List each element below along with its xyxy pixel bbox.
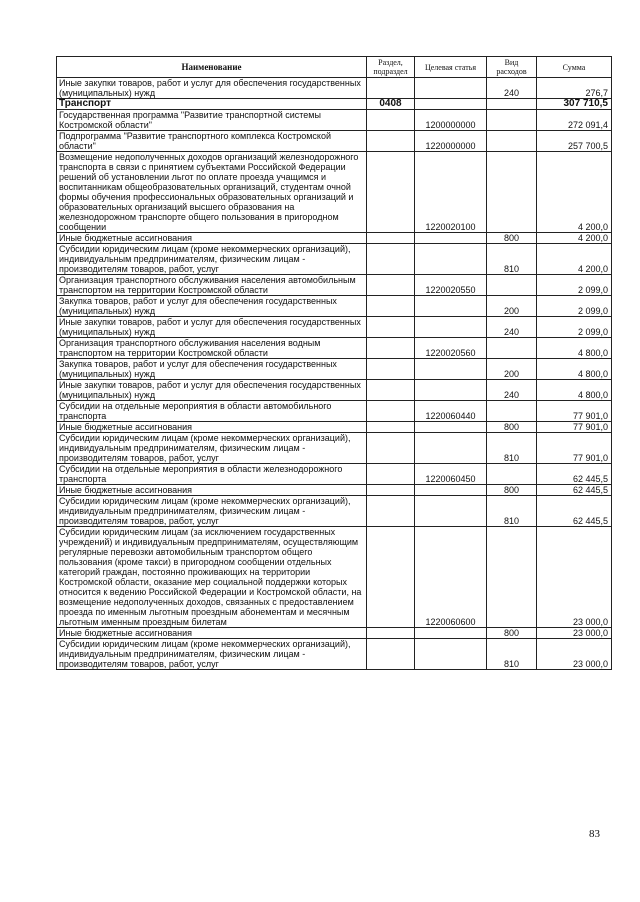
row-section-cell: 0408 bbox=[367, 99, 415, 110]
row-kind-cell: 800 bbox=[487, 628, 537, 639]
row-target-cell bbox=[415, 639, 487, 670]
row-name-cell: Субсидии юридическим лицам (кроме некоммерческих организаций), индивидуальным предпринимателям, физическим лицам - производителям товаров, работ, услуг bbox=[57, 433, 367, 464]
table-row bbox=[57, 639, 612, 670]
row-sum-cell: 62 445,5 bbox=[537, 496, 612, 527]
row-section-cell bbox=[367, 296, 415, 317]
table-row bbox=[57, 275, 612, 296]
row-target-cell bbox=[415, 628, 487, 639]
row-name-cell: Субсидии юридическим лицам (кроме некоммерческих организаций), индивидуальным предпринимателям, физическим лицам - производителям товаров, работ, услуг bbox=[57, 244, 367, 275]
row-name-cell: Возмещение недополученных доходов организаций железнодорожного транспорта в связи с принятием субъектами Российской Федерации решений об установлении льгот по оплате проезда учащимся и воспитанникам общеобразовательных организаций, студентам очной формы обучения профессиональных образовательных организаций и образовательных организаций высшего образования на железнодорожном транспорте общего пользования в пригородном сообщении bbox=[57, 152, 367, 233]
table-row bbox=[57, 78, 612, 99]
row-kind-cell: 200 bbox=[487, 359, 537, 380]
row-name-cell: Закупка товаров, работ и услуг для обеспечения государственных (муниципальных) нужд bbox=[57, 359, 367, 380]
row-sum-cell: 307 710,5 bbox=[537, 99, 612, 110]
row-section-cell bbox=[367, 131, 415, 152]
row-kind-cell bbox=[487, 464, 537, 485]
row-section-cell bbox=[367, 110, 415, 131]
row-section-cell bbox=[367, 639, 415, 670]
row-sum-cell: 77 901,0 bbox=[537, 422, 612, 433]
budget-table bbox=[56, 56, 612, 670]
row-sum-cell: 4 800,0 bbox=[537, 338, 612, 359]
row-name-cell: Организация транспортного обслуживания населения автомобильным транспортом на территории Костромской области bbox=[57, 275, 367, 296]
row-name-cell: Закупка товаров, работ и услуг для обеспечения государственных (муниципальных) нужд bbox=[57, 296, 367, 317]
row-section-cell bbox=[367, 527, 415, 628]
row-sum-cell: 23 000,0 bbox=[537, 527, 612, 628]
table-row bbox=[57, 338, 612, 359]
row-section-cell bbox=[367, 485, 415, 496]
row-kind-cell bbox=[487, 401, 537, 422]
table-row bbox=[57, 99, 612, 110]
table-row bbox=[57, 422, 612, 433]
row-sum-cell: 4 200,0 bbox=[537, 244, 612, 275]
table-row bbox=[57, 152, 612, 233]
row-kind-cell: 240 bbox=[487, 380, 537, 401]
row-name-cell: Подпрограмма "Развитие транспортного комплекса Костромской области" bbox=[57, 131, 367, 152]
row-target-cell: 1220020100 bbox=[415, 152, 487, 233]
header-kind: Вид расходов bbox=[487, 57, 537, 78]
row-sum-cell: 62 445,5 bbox=[537, 485, 612, 496]
row-section-cell bbox=[367, 78, 415, 99]
table-row bbox=[57, 296, 612, 317]
row-kind-cell: 800 bbox=[487, 422, 537, 433]
row-section-cell bbox=[367, 275, 415, 296]
row-kind-cell: 810 bbox=[487, 496, 537, 527]
row-sum-cell: 77 901,0 bbox=[537, 401, 612, 422]
row-section-cell bbox=[367, 338, 415, 359]
row-kind-cell: 200 bbox=[487, 296, 537, 317]
table-row bbox=[57, 464, 612, 485]
row-target-cell: 1200000000 bbox=[415, 110, 487, 131]
table-body bbox=[57, 78, 612, 670]
row-section-cell bbox=[367, 244, 415, 275]
table-row bbox=[57, 485, 612, 496]
row-section-cell bbox=[367, 401, 415, 422]
row-target-cell: 1220060450 bbox=[415, 464, 487, 485]
table-row bbox=[57, 401, 612, 422]
row-name-cell: Иные закупки товаров, работ и услуг для обеспечения государственных (муниципальных) нужд bbox=[57, 317, 367, 338]
row-target-cell bbox=[415, 244, 487, 275]
row-target-cell: 1220060440 bbox=[415, 401, 487, 422]
row-section-cell bbox=[367, 317, 415, 338]
row-name-cell: Субсидии юридическим лицам (за исключением государственных учреждений) и индивидуальным предпринимателям, осуществляющим регулярные перевозки автомобильным транспортом общего пользования (кроме такси) в пригородном сообщении отдельных категорий граждан, постоянно проживающих на территории Костромской области, оказание мер социальной поддержки которых относится к ведению Российской Федерации и Костромской области, на возмещение недополученных доходов, связанных с предоставлением проезда по именным льготным проездным абонементам и месячным льготным именным проездным билетам bbox=[57, 527, 367, 628]
row-target-cell: 1220020550 bbox=[415, 275, 487, 296]
row-kind-cell: 810 bbox=[487, 639, 537, 670]
table-row bbox=[57, 317, 612, 338]
table-row bbox=[57, 496, 612, 527]
row-section-cell bbox=[367, 628, 415, 639]
row-target-cell bbox=[415, 485, 487, 496]
row-section-cell bbox=[367, 422, 415, 433]
row-kind-cell: 810 bbox=[487, 433, 537, 464]
row-kind-cell bbox=[487, 338, 537, 359]
header-name: Наименование bbox=[57, 57, 367, 78]
row-kind-cell bbox=[487, 99, 537, 110]
row-target-cell bbox=[415, 78, 487, 99]
row-name-cell: Субсидии юридическим лицам (кроме некоммерческих организаций), индивидуальным предпринимателям, физическим лицам - производителям товаров, работ, услуг bbox=[57, 496, 367, 527]
table-row bbox=[57, 131, 612, 152]
row-kind-cell bbox=[487, 275, 537, 296]
table-row bbox=[57, 110, 612, 131]
row-target-cell bbox=[415, 359, 487, 380]
table-header-row bbox=[57, 57, 612, 78]
table-row bbox=[57, 233, 612, 244]
row-section-cell bbox=[367, 152, 415, 233]
row-kind-cell bbox=[487, 131, 537, 152]
row-section-cell bbox=[367, 496, 415, 527]
row-name-cell: Иные бюджетные ассигнования bbox=[57, 422, 367, 433]
row-section-cell bbox=[367, 433, 415, 464]
row-target-cell bbox=[415, 380, 487, 401]
row-name-cell: Иные закупки товаров, работ и услуг для обеспечения государственных (муниципальных) нужд bbox=[57, 78, 367, 99]
row-section-cell bbox=[367, 233, 415, 244]
row-name-cell: Транспорт bbox=[57, 99, 367, 110]
row-target-cell bbox=[415, 296, 487, 317]
page-number: 83 bbox=[589, 828, 600, 840]
row-kind-cell: 240 bbox=[487, 317, 537, 338]
row-kind-cell: 800 bbox=[487, 485, 537, 496]
row-kind-cell: 810 bbox=[487, 244, 537, 275]
header-target: Целевая статья bbox=[415, 57, 487, 78]
row-target-cell: 1220000000 bbox=[415, 131, 487, 152]
row-kind-cell bbox=[487, 110, 537, 131]
table-row bbox=[57, 527, 612, 628]
table-row bbox=[57, 628, 612, 639]
table-row bbox=[57, 380, 612, 401]
header-section: Раздел, подраздел bbox=[367, 57, 415, 78]
table-row bbox=[57, 359, 612, 380]
row-name-cell: Субсидии на отдельные мероприятия в области автомобильного транспорта bbox=[57, 401, 367, 422]
row-section-cell bbox=[367, 359, 415, 380]
row-target-cell bbox=[415, 496, 487, 527]
row-name-cell: Субсидии юридическим лицам (кроме некоммерческих организаций), индивидуальным предпринимателям, физическим лицам - производителям товаров, работ, услуг bbox=[57, 639, 367, 670]
row-sum-cell: 2 099,0 bbox=[537, 317, 612, 338]
row-name-cell: Государственная программа "Развитие транспортной системы Костромской области" bbox=[57, 110, 367, 131]
row-sum-cell: 23 000,0 bbox=[537, 639, 612, 670]
row-name-cell: Иные закупки товаров, работ и услуг для обеспечения государственных (муниципальных) нужд bbox=[57, 380, 367, 401]
row-target-cell bbox=[415, 233, 487, 244]
row-target-cell: 1220020560 bbox=[415, 338, 487, 359]
row-target-cell: 1220060600 bbox=[415, 527, 487, 628]
row-sum-cell: 62 445,5 bbox=[537, 464, 612, 485]
row-target-cell bbox=[415, 99, 487, 110]
row-sum-cell: 4 800,0 bbox=[537, 359, 612, 380]
row-sum-cell: 272 091,4 bbox=[537, 110, 612, 131]
row-sum-cell: 4 200,0 bbox=[537, 152, 612, 233]
row-sum-cell: 257 700,5 bbox=[537, 131, 612, 152]
row-target-cell bbox=[415, 433, 487, 464]
row-sum-cell: 77 901,0 bbox=[537, 433, 612, 464]
row-kind-cell: 800 bbox=[487, 233, 537, 244]
row-kind-cell: 240 bbox=[487, 78, 537, 99]
row-sum-cell: 4 200,0 bbox=[537, 233, 612, 244]
row-name-cell: Иные бюджетные ассигнования bbox=[57, 233, 367, 244]
row-target-cell bbox=[415, 422, 487, 433]
table-row bbox=[57, 433, 612, 464]
header-sum: Сумма bbox=[537, 57, 612, 78]
row-name-cell: Организация транспортного обслуживания населения водным транспортом на территории Костромской области bbox=[57, 338, 367, 359]
row-name-cell: Иные бюджетные ассигнования bbox=[57, 628, 367, 639]
table-row bbox=[57, 244, 612, 275]
row-sum-cell: 2 099,0 bbox=[537, 275, 612, 296]
row-sum-cell: 2 099,0 bbox=[537, 296, 612, 317]
row-sum-cell: 23 000,0 bbox=[537, 628, 612, 639]
row-sum-cell: 4 800,0 bbox=[537, 380, 612, 401]
row-sum-cell: 276,7 bbox=[537, 78, 612, 99]
row-kind-cell bbox=[487, 527, 537, 628]
row-target-cell bbox=[415, 317, 487, 338]
row-name-cell: Иные бюджетные ассигнования bbox=[57, 485, 367, 496]
row-section-cell bbox=[367, 380, 415, 401]
row-name-cell: Субсидии на отдельные мероприятия в области железнодорожного транспорта bbox=[57, 464, 367, 485]
row-kind-cell bbox=[487, 152, 537, 233]
row-section-cell bbox=[367, 464, 415, 485]
